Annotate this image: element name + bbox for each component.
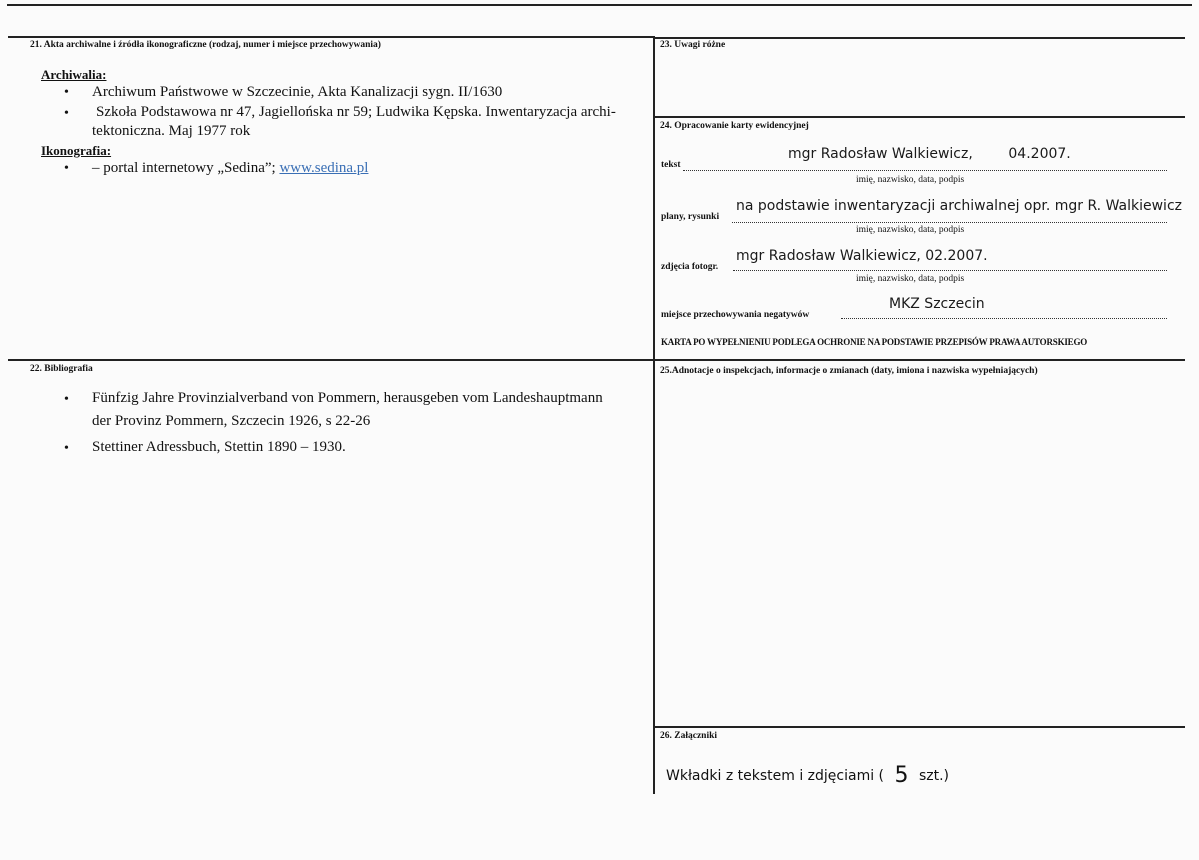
copyright-notice: KARTA PO WYPEŁNIENIU PODLEGA OCHRONIE NA PODSTAWIE PRZEPISÓW PRAWA AUTORSKIEGO bbox=[661, 337, 1088, 347]
section-25-header: 25.Adnotacje o inspekcjach, informacje o zmianach (daty, imiona i nazwiska wypełniających) bbox=[660, 366, 1038, 376]
center-divider-line bbox=[653, 36, 655, 794]
ikonografia-item bbox=[92, 160, 368, 177]
bibliography-item-2: Stettiner Adressbuch, Stettin 1890 – 1930. bbox=[92, 439, 346, 455]
ikonografia-text: – portal internetowy „Sedina”; bbox=[92, 160, 276, 176]
tekst-value: mgr Radosław Walkiewicz, 04.2007. bbox=[788, 146, 1071, 162]
bullet-icon: • bbox=[64, 392, 69, 407]
top-border-line bbox=[7, 4, 1192, 6]
bullet-icon: • bbox=[64, 85, 69, 100]
left-header-rule bbox=[8, 36, 653, 38]
archiwalia-heading: Archiwalia: bbox=[41, 67, 107, 82]
plany-value: na podstawie inwentaryzacji archiwalnej opr. mgr R. Walkiewicz bbox=[736, 198, 1182, 214]
section-24-header: 24. Opracowanie karty ewidencyjnej bbox=[660, 121, 809, 131]
section-26-header: 26. Załączniki bbox=[660, 731, 718, 741]
zdjecia-value: mgr Radosław Walkiewicz, 02.2007. bbox=[736, 248, 988, 264]
attachments-unit: szt.) bbox=[918, 768, 949, 784]
section-21-header: 21. Akta archiwalne i źródła ikonograficzne (rodzaj, numer i miejsce przechowywania) bbox=[30, 40, 381, 50]
tekst-dotted-line bbox=[683, 170, 1167, 171]
attachments-line bbox=[666, 761, 949, 786]
attachments-count: 5 bbox=[894, 763, 909, 788]
ikonografia-heading: Ikonografia: bbox=[41, 143, 112, 158]
archiwalia-item-1: Archiwum Państwowe w Szczecinie, Akta Kanalizacji sygn. II/1630 bbox=[92, 84, 503, 100]
right-header-rule bbox=[653, 37, 1185, 39]
zdjecia-dotted-line bbox=[733, 270, 1167, 271]
section-24-top-rule bbox=[655, 116, 1185, 118]
tekst-label: tekst bbox=[661, 160, 681, 170]
zdjecia-caption: imię, nazwisko, data, podpis bbox=[856, 274, 965, 284]
middle-horizontal-rule bbox=[8, 359, 1185, 361]
bibliography-item-1-cont: der Provinz Pommern, Szczecin 1926, s 22-26 bbox=[92, 413, 371, 429]
plany-dotted-line bbox=[732, 222, 1167, 223]
section-26-top-rule bbox=[655, 726, 1185, 728]
archiwalia-item-2: Szkoła Podstawowa nr 47, Jagiellońska nr 59; Ludwika Kępska. Inwentaryzacja archi- bbox=[96, 104, 616, 120]
bullet-icon: • bbox=[64, 441, 69, 456]
negatywy-label: miejsce przechowywania negatywów bbox=[661, 310, 810, 320]
attachments-text: Wkładki z tekstem i zdjęciami ( bbox=[666, 768, 885, 784]
negatywy-dotted-line bbox=[841, 318, 1167, 319]
negatywy-value: MKZ Szczecin bbox=[889, 296, 985, 312]
archiwalia-item-2-cont: tektoniczna. Maj 1977 rok bbox=[92, 123, 251, 139]
section-22-header: 22. Bibliografia bbox=[30, 364, 93, 374]
tekst-caption: imię, nazwisko, data, podpis bbox=[856, 175, 965, 185]
section-23-header: 23. Uwagi różne bbox=[660, 40, 726, 50]
bullet-icon: • bbox=[64, 106, 69, 121]
bullet-icon: • bbox=[64, 161, 69, 176]
plany-label: plany, rysunki bbox=[661, 212, 720, 222]
bibliography-item-1: Fünfzig Jahre Provinzialverband von Pommern, herausgeben vom Landeshauptmann bbox=[92, 390, 603, 406]
plany-caption: imię, nazwisko, data, podpis bbox=[856, 225, 965, 235]
sedina-link[interactable]: www.sedina.pl bbox=[279, 160, 369, 176]
zdjecia-label: zdjęcia fotogr. bbox=[661, 262, 719, 272]
